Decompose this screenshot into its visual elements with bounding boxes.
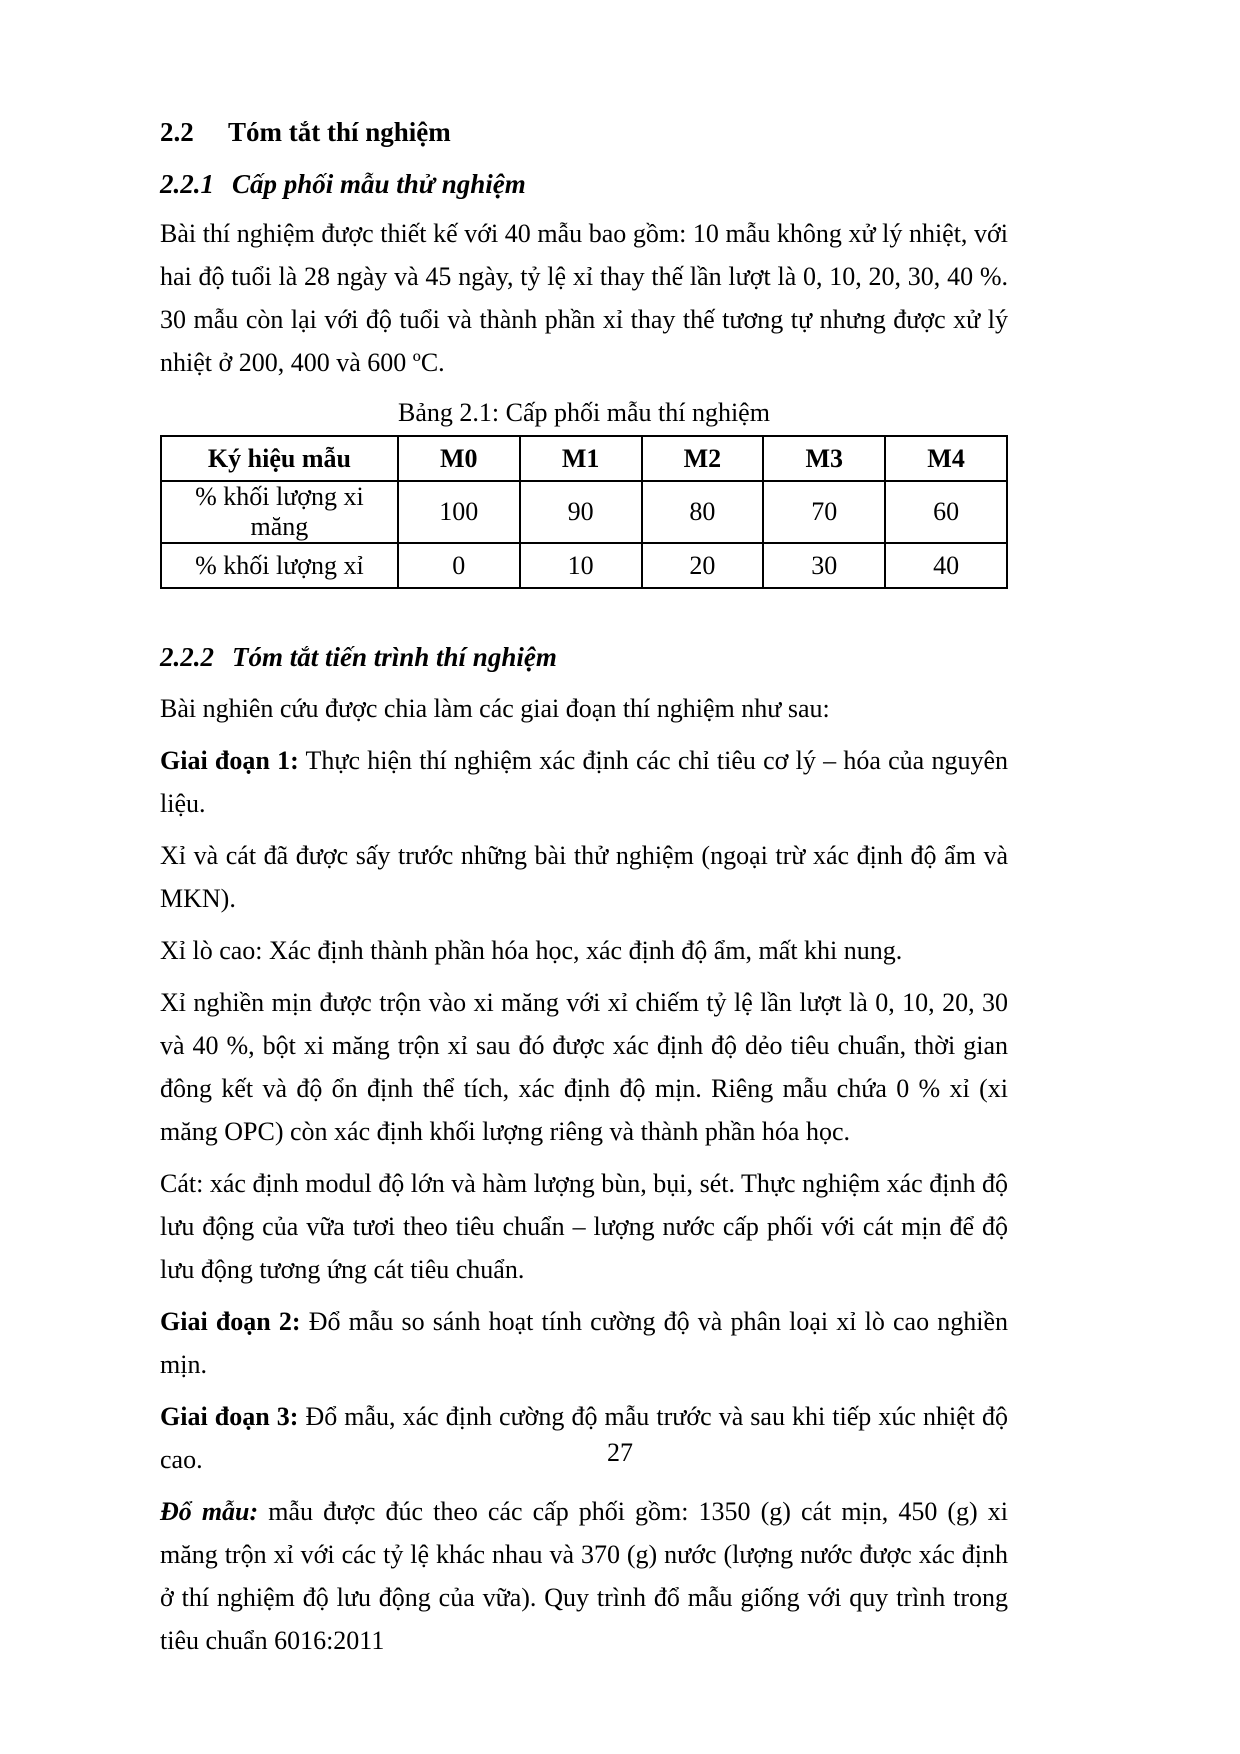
table-row: [161, 543, 1007, 588]
paragraph-text: Xỉ và cát đã được sấy trước những bài thử nghiệm (ngoại trừ xác định độ ẩm và MKN).: [160, 841, 1008, 913]
table-row: [161, 481, 1007, 543]
table-header-row: [161, 436, 1007, 481]
table-header-cell: M1: [520, 436, 642, 481]
paragraph-stage-1: [160, 739, 1008, 825]
table-cell: 70: [763, 481, 885, 543]
paragraph-slag-analysis: [160, 929, 1008, 972]
paragraph-drying: [160, 834, 1008, 920]
table-header-cell: M4: [885, 436, 1007, 481]
paragraph-text: Thực hiện thí nghiệm xác định các chỉ tiêu cơ lý – hóa của nguyên liệu.: [160, 746, 1009, 818]
paragraph-lead: Giai đoạn 3:: [160, 1402, 299, 1431]
section-title: Tóm tắt thí nghiệm: [228, 117, 451, 147]
table-cell: 40: [885, 543, 1007, 588]
table-caption: Bảng 2.1: Cấp phối mẫu thí nghiệm: [398, 398, 770, 427]
table-header-cell: M3: [763, 436, 885, 481]
table-cell: % khối lượng xi măng: [161, 481, 398, 543]
paragraph-text: Bài nghiên cứu được chia làm các giai đoạn thí nghiệm như sau:: [160, 694, 830, 723]
paragraph-slag-mixing: [160, 981, 1008, 1153]
section-heading: [160, 110, 1008, 154]
subsection-1-title: Cấp phối mẫu thử nghiệm: [232, 169, 526, 199]
paragraph-text: Đổ mẫu so sánh hoạt tính cường độ và phân loại xỉ lò cao nghiền mịn.: [160, 1307, 1008, 1379]
subsection-heading-1: [160, 162, 1008, 206]
paragraph-stage-2: [160, 1300, 1008, 1386]
paragraph-intro: [160, 687, 1008, 730]
paragraph-text: Đổ mẫu, xác định cường độ mẫu trước và sau khi tiếp xúc nhiệt độ cao.: [160, 1402, 1008, 1474]
paragraph-text: Cát: xác định modul độ lớn và hàm lượng bùn, bụi, sét. Thực nghiệm xác định độ lưu động của vữa tươi theo tiêu chuẩn – lượng nước cấp phối với cát mịn để độ lưu động tương ứng cát tiêu chuẩn.: [160, 1169, 1008, 1284]
table-cell: 20: [642, 543, 764, 588]
section-number: 2.2: [160, 117, 194, 147]
table-cell: 30: [763, 543, 885, 588]
paragraph-text: Xỉ lò cao: Xác định thành phần hóa học, xác định độ ẩm, mất khi nung.: [160, 936, 903, 965]
table-cell: 0: [398, 543, 520, 588]
paragraph-sand: [160, 1162, 1008, 1291]
page-content: [160, 110, 1008, 1671]
paragraph-lead: Giai đoạn 1:: [160, 746, 299, 775]
paragraph-lead: Đổ mẫu:: [160, 1497, 259, 1526]
table-cell: 90: [520, 481, 642, 543]
subsection-1-number: 2.2.1: [160, 169, 214, 199]
paragraph-text: Xỉ nghiền mịn được trộn vào xi măng với xỉ chiếm tỷ lệ lần lượt là 0, 10, 20, 30 và 40 %, bột xi măng trộn xỉ sau đó được xác định độ dẻo tiêu chuẩn, thời gian đông kết và độ ổn định thể tích, xác định độ mịn. Riêng mẫu chứa 0 % xỉ (xi măng OPC) còn xác định khối lượng riêng và thành phần hóa học.: [160, 988, 1008, 1146]
paragraph-lead: Giai đoạn 2:: [160, 1307, 301, 1336]
table-cell: 60: [885, 481, 1007, 543]
table-cell: 100: [398, 481, 520, 543]
table-header-cell: Ký hiệu mẫu: [161, 436, 398, 481]
page-number: 27: [607, 1438, 633, 1467]
table-cell: 80: [642, 481, 764, 543]
paragraph-casting: [160, 1490, 1008, 1662]
table-header-cell: M2: [642, 436, 764, 481]
mix-proportion-table: [160, 435, 1008, 589]
table-cell: 10: [520, 543, 642, 588]
subsection-heading-2: [160, 635, 1008, 679]
subsection-2-title: Tóm tắt tiến trình thí nghiệm: [232, 642, 557, 672]
table-cell: % khối lượng xỉ: [161, 543, 398, 588]
paragraph-sample-design: Bài thí nghiệm được thiết kế với 40 mẫu bao gồm: 10 mẫu không xử lý nhiệt, với hai độ tuổi là 28 ngày và 45 ngày, tỷ lệ xỉ thay thế lần lượt là 0, 10, 20, 30, 40 %. 30 mẫu còn lại với độ tuổi và thành phần xỉ thay thế tương tự nhưng được xử lý nhiệt ở 200, 400 và 600 ºC.: [160, 219, 1008, 377]
table-header-cell: M0: [398, 436, 520, 481]
paragraph-text: mẫu được đúc theo các cấp phối gồm: 1350 (g) cát mịn, 450 (g) xi măng trộn xỉ với các tỷ lệ khác nhau và 370 (g) nước (lượng nước được xác định ở thí nghiệm độ lưu động của vữa). Quy trình đổ mẫu giống với quy trình trong tiêu chuẩn 6016:2011: [160, 1497, 1008, 1655]
subsection-2-number: 2.2.2: [160, 642, 214, 672]
